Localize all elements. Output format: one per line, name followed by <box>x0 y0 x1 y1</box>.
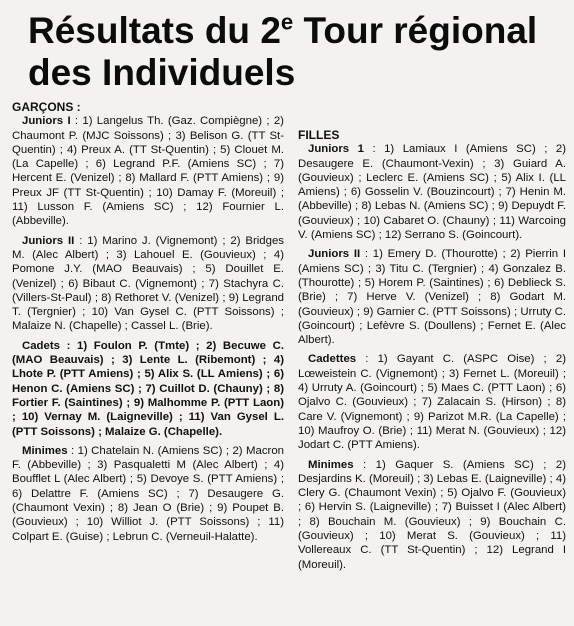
category-label: Juniors II <box>308 248 361 261</box>
category-label: Cadets <box>22 339 60 352</box>
right-column <box>298 128 566 575</box>
results-text: : 1) Marino J. (Vignemont) ; 2) Bridges M. (Alec Albert) ; 3) Lahouel E. (Gouvieux) ; 4) Pomone J.Y. (MAO Beauvais) ; 5) Douillet E. (Venizel) ; 6) Bibaut C. (Vignemont) ; 7) Stachyra C. (Villers-St-Paul) ; 8) Rethoret V. (Venizel) ; 9) Legrand T. (Tergnier) ; 10) Van Gysel C. (PTT Soissons) ; Malaize N. (Chapelle) ; Cassel L. (Brie). <box>12 234 284 333</box>
section-heading-filles: FILLES <box>298 128 340 142</box>
category-label: Minimes <box>22 444 68 457</box>
category-label: Minimes <box>308 458 354 471</box>
results-text: : 1) Langelus Th. (Gaz. Compiègne) ; 2) Chaumont P. (MJC Soissons) ; 3) Belison G. (TT St-Quentin) ; 4) Preux A. (TT St-Quentin) ; 5) Clouet M. (La Capelle) ; 6) Legrand P.F. (Amiens SC) ; 7) Hercent E. (Venizel) ; 8) Mallard F. (PTT Amiens) ; 9) Preux JF (TT St-Quentin) ; 10) Damay F. (Moreuil) ; 11) Lusson F. (Amiens SC) ; 12) Fournier L. (Abbeville). <box>12 115 284 228</box>
results-text: : 1) Lamiaux I (Amiens SC) ; 2) Desaugere E. (Chaumont-Vexin) ; 3) Guiard A. (Gouvieux) ; Leclerc E. (Amiens SC) ; 5) Alix I. (LL Amiens) ; 6) Gosselin V. (Bouzincourt) ; 7) Henin M. (Abbeville) ; 8) Lebas N. (Amiens SC) ; 9) Depuydt F. (Gouvieux) ; 10) Cabaret O. (Chauny) ; 11) Warcoing V. (Amiens SC) ; 12) Serrano S. (Goincourt). <box>298 143 567 242</box>
title-superscript: e <box>280 10 294 35</box>
title-line-2: des Individuels <box>28 52 296 94</box>
category-label: Juniors 1 <box>308 143 364 156</box>
garcons-juniors-1 <box>12 114 284 228</box>
title-line-1-start: Résultats du 2 <box>28 10 281 52</box>
filles-minimes <box>298 458 566 572</box>
filles-cadettes <box>298 352 566 452</box>
garcons-minimes <box>12 444 284 544</box>
results-text: : 1) Gayant C. (ASPC Oise) ; 2) Lœweistein C. (Vignemont) ; 3) Fernet L. (Moreuil) ; 4) Urruty A. (Goincourt) ; 5) Maes C. (PTT Laon) ; 6) Ojalvo C. (Gouvieux) ; 7) Zalacain S. (Hirson) ; 8) Care V. (Vignemont) ; 9) Parizot M.R. (La Capelle) ; 10) Maufroy O. (Brie) ; 11) Merat N. (Gouvieux) ; 12) Jodart C. (PTT Amiens). <box>298 353 566 452</box>
filles-juniors-1 <box>298 142 566 242</box>
garcons-cadets <box>12 339 284 439</box>
title-line-1-end: Tour régional <box>293 10 538 52</box>
filles-juniors-2 <box>298 247 566 347</box>
results-text: : 1) Gaquer S. (Amiens SC) ; 2) Desjardins K. (Moreuil) ; 3) Lebas E. (Laigneville) ; 4) Clery G. (Chaumont Vexin) ; 5) Ojalvo F. (Gouvieux) ; 6) Hervin S. (Laigneville) ; 7) Buisset I (Alec Albert) ; 8) Bouchain M. (Gouvieux) ; 9) Bouchain C. (Gouvieux) ; 10) Merat S. (Gouvieux) ; 11) Vollereaux C. (TT St-Quentin) ; 12) Legrand I (Moreuil). <box>298 458 566 571</box>
results-text: : 1) Emery D. (Thourotte) ; 2) Pierrin I (Amiens SC) ; 3) Titu C. (Tergnier) ; 4) Gonzalez B. (Thourotte) ; 5) Horem P. (Saintines) ; 6) Deblieck S. (Brie) ; 7) Herve V. (Venizel) ; 8) Godart M. (Gouvieux) ; 9) Garnier C. (PTT Soissons) ; Urruty C. (Goincourt) ; Lefèvre S. (Doullens) ; Fernet E. (Alec Albert). <box>298 248 566 347</box>
title-line-1 <box>28 10 537 51</box>
results-text: : 1) Foulon P. (Tmte) ; 2) Becuwe C. (MAO Beauvais) ; 3) Lente L. (Ribemont) ; 4) Lhote P. (PTT Amiens) ; 5) Alix S. (LL Amiens) ; 6) Henon C. (Amiens SC) ; 7) Cuillot D. (Chauny) ; 8) Fortier F. (Saintines) ; 9) Malhomme P. (PTT Laon) ; 10) Vernay M. (Laigneville) ; 11) Van Gysel L. (PTT Soissons) ; Malaize G. (Chapelle). <box>12 339 284 438</box>
section-heading-garcons: GARÇONS : <box>12 100 81 114</box>
category-label: Juniors II <box>22 234 75 247</box>
category-label: Juniors I <box>22 115 71 128</box>
category-label: Cadettes <box>308 353 357 366</box>
results-text: : 1) Chatelain N. (Amiens SC) ; 2) Macron F. (Abbeville) ; 3) Pasqualetti M (Alec Albert) ; 4) Boufflet L (Alec Albert) ; 5) Devoye S. (PTT Amiens) ; 6) Delattre F. (Amiens SC) ; 7) Desaugere G. (Chaumont Vexin) ; 8) Jean O (Brie) ; 9) Poupet B. (Gouvieux) ; 10) Williot J. (PTT Soissons) ; 11) Colpart E. (Guise) ; Lebrun C. (Verneuil-Halatte). <box>12 444 284 543</box>
garcons-juniors-2 <box>12 234 284 334</box>
article-title <box>28 2 537 94</box>
left-column <box>12 100 284 547</box>
